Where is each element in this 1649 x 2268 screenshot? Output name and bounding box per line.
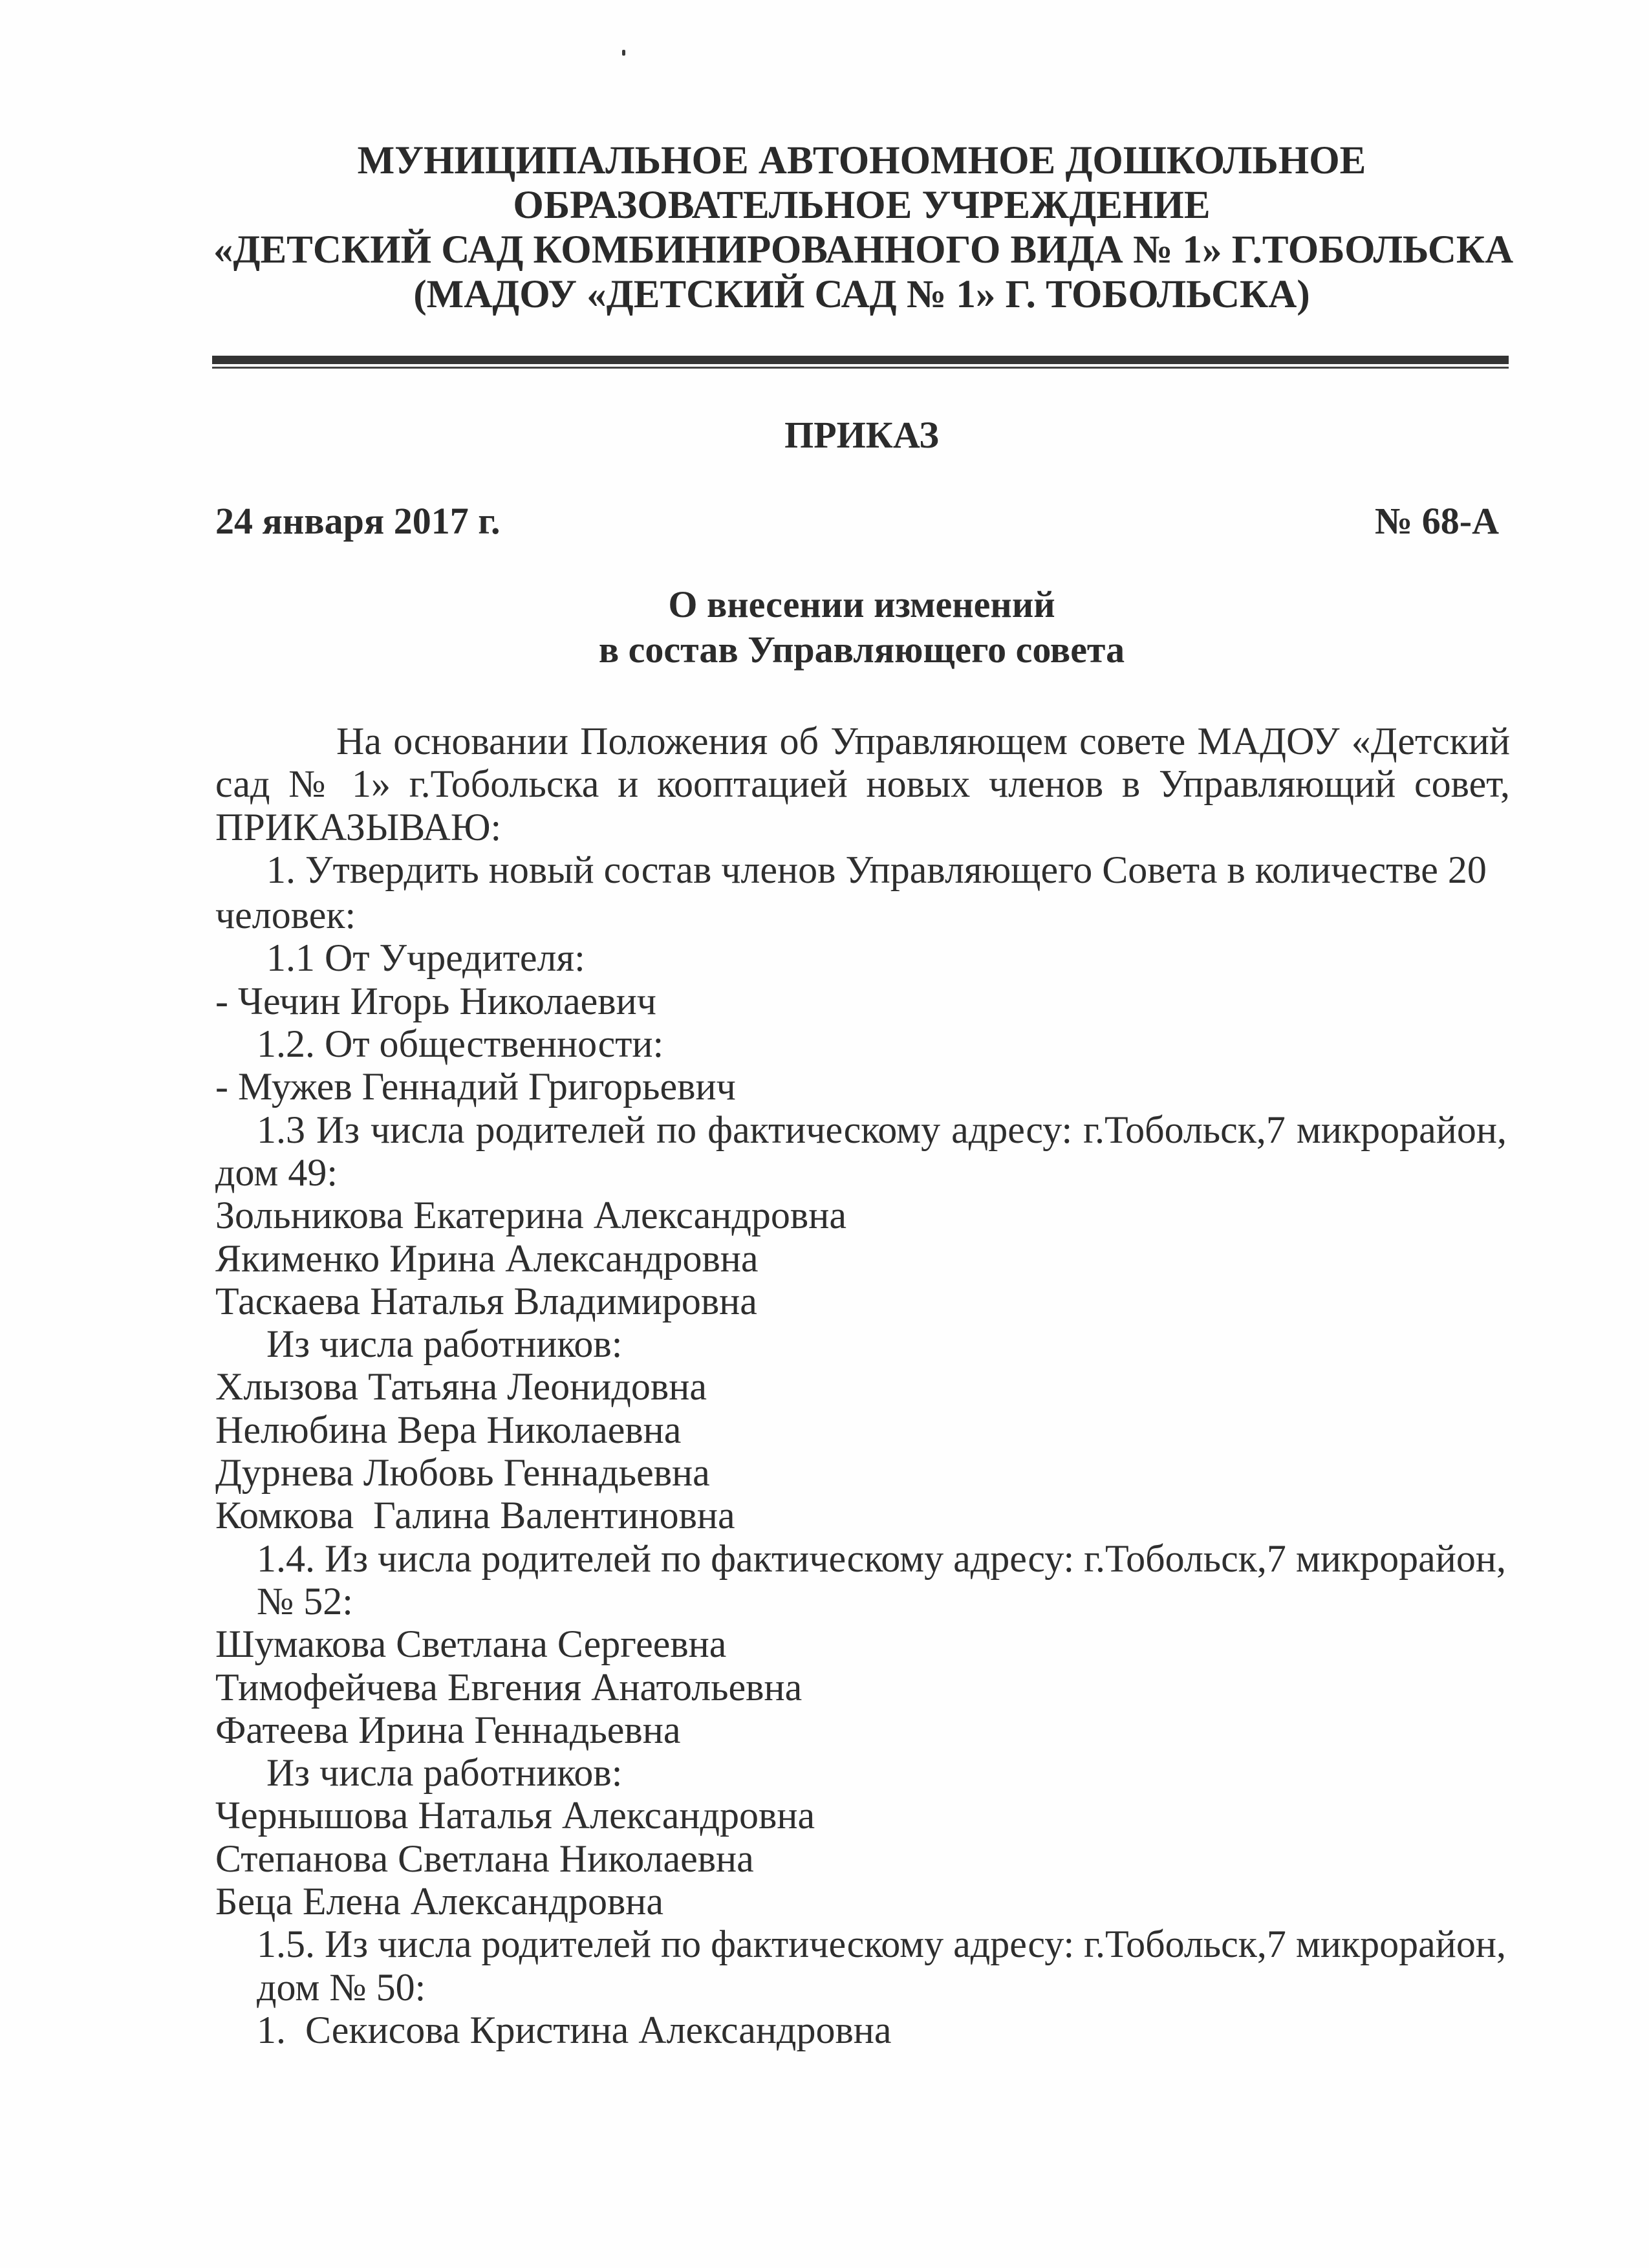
header-rule-thick [212,356,1509,364]
header-rule-thin [212,367,1509,369]
member-item: Степанова Светлана Николаевна [215,1837,754,1880]
member-item: Хлызова Татьяна Леонидовна [215,1365,707,1409]
section-1-5-heading-continuation: дом № 50: [257,1965,426,2009]
document-date: 24 января 2017 г. [215,500,501,542]
section-1-3-heading-continuation: дом 49: [215,1150,338,1194]
workers-heading: Из числа работников: [266,1751,623,1795]
section-1-5-heading: 1.5. Из числа родителей по фактическому адресу: г.Тобольск,7 микрорайон, [257,1923,1507,1966]
org-line: (МАДОУ «ДЕТСКИЙ САД № 1» Г. ТОБОЛЬСКА) [413,273,1310,316]
member-item: Таскаева Наталья Владимировна [215,1279,757,1323]
member-item: Якименко Ирина Александровна [215,1237,759,1280]
member-item: Фатеева Ирина Геннадьевна [215,1708,681,1751]
org-line: МУНИЦИПАЛЬНОЕ АВТОНОМНОЕ ДОШКОЛЬНОЕ [357,139,1366,182]
document-subject [213,582,1510,673]
member-item: Комкова Галина Валентиновна [215,1494,735,1537]
preamble-paragraph: На основании Положения об Управляющем совете МАДОУ «Детский сад № 1» г.Тобольска и кооптацией новых членов в Управляющий совет, ПРИКАЗЫВАЮ: [215,720,1510,848]
organization-header [213,138,1514,317]
section-1-3-heading [215,1108,1510,1151]
org-line: «ДЕТСКИЙ САД КОМБИНИРОВАННОГО ВИДА № 1» Г.ТОБОЛЬСКА [213,228,1514,272]
section-1-2-heading: 1.2. От общественности: [257,1022,664,1066]
member-item: - Чечин Игорь Николаевич [215,979,656,1022]
document-type-title: ПРИКАЗ [784,414,939,456]
subject-line: О внесении изменений [668,583,1055,625]
section-1-4-heading-continuation: № 52: [257,1579,353,1623]
member-item: Зольникова Екатерина Александровна [215,1194,846,1237]
order-item-1: 1. Утвердить новый состав членов Управляющего Совета в количестве 20 [266,848,1487,891]
order-item-1-continuation: человек: [215,894,356,937]
org-line: ОБРАЗОВАТЕЛЬНОЕ УЧРЕЖДЕНИЕ [513,184,1211,227]
workers-heading: Из числа работников: [266,1323,623,1366]
member-item: Шумакова Светлана Сергеевна [215,1623,727,1666]
section-1-4-heading: 1.4. Из числа родителей по фактическому адресу: г.Тобольск,7 микрорайон, [257,1537,1507,1580]
member-item: Тимофейчева Евгения Анатольевна [215,1665,803,1709]
section-heading-text: 1.3 Из числа родителей по фактическому адресу: г.Тобольск,7 микрорайон, [257,1108,1507,1151]
member-item: 1. Секисова Кристина Александровна [257,2008,892,2051]
member-item: Чернышова Наталья Александровна [215,1794,815,1837]
document-number: № 68-А [1375,500,1499,542]
scan-speck [622,50,625,56]
member-item: Беца Елена Александровна [215,1880,664,1923]
section-1-1-heading: 1.1 От Учредителя: [266,936,585,980]
document-body [215,720,1510,2051]
member-item: Нелюбина Вера Николаевна [215,1408,682,1451]
member-item: Дурнева Любовь Геннадьевна [215,1451,710,1495]
member-item: - Мужев Геннадий Григорьевич [215,1065,736,1108]
subject-line: в состав Управляющего совета [598,629,1125,671]
